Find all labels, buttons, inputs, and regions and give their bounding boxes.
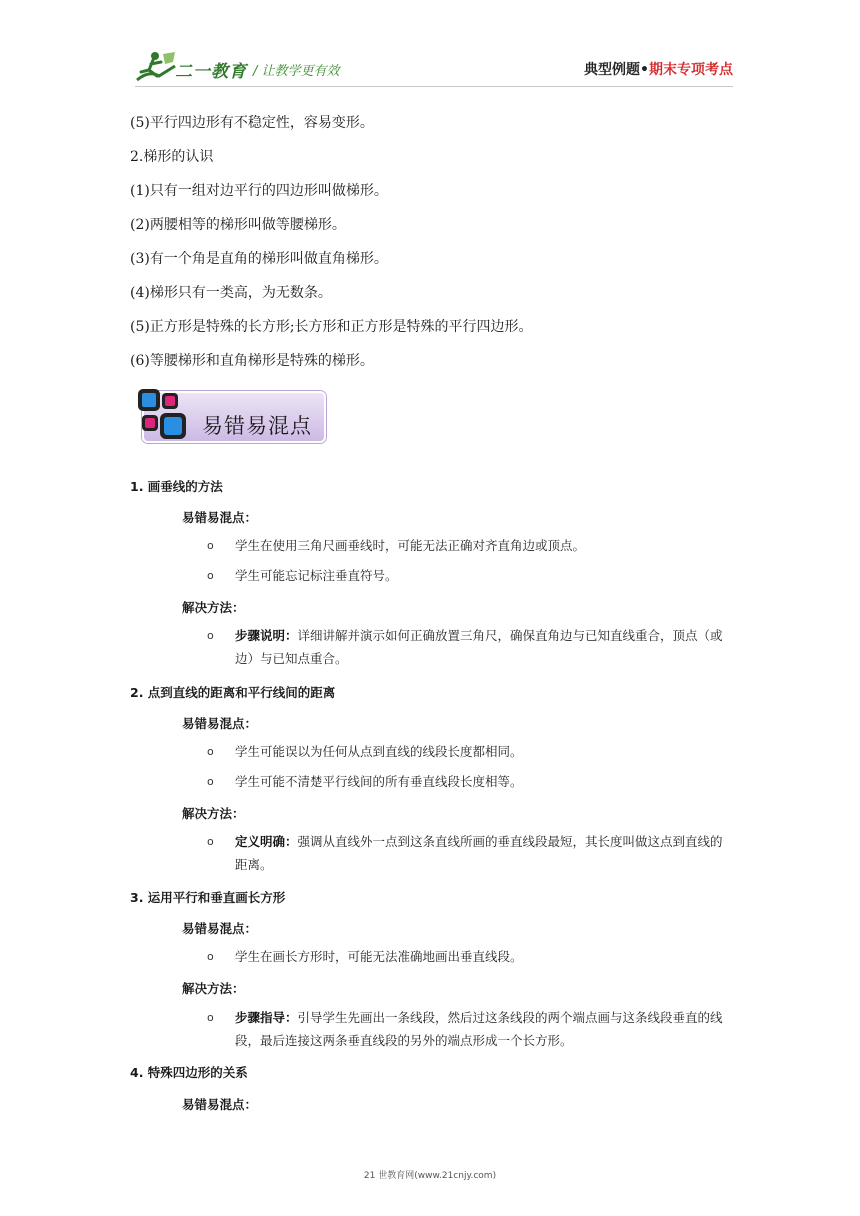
- pitfall-item: 学生可能不清楚平行线间的所有垂直线段长度相等。: [235, 774, 523, 789]
- solution-keyword: 步骤说明：: [235, 628, 298, 643]
- pitfall-item: 学生可能误以为任何从点到直线的线段长度都相同。: [235, 744, 523, 759]
- bullet-icon: o: [207, 629, 214, 642]
- intro-line: (6)等腰梯形和直角梯形是特殊的梯形。: [130, 353, 374, 369]
- pitfall-item: 学生可能忘记标注垂直符号。: [235, 568, 398, 583]
- runner-logo-icon: [135, 50, 179, 84]
- solution-label: 解决方法：: [182, 600, 245, 615]
- intro-line: 2.梯形的认识: [130, 149, 214, 165]
- brand-slogan: / 让教学更有效: [253, 64, 340, 79]
- bullet-icon: o: [207, 539, 214, 552]
- bullet-icon: o: [207, 775, 214, 788]
- bullet-icon: o: [207, 835, 214, 848]
- solution-label: 解决方法：: [182, 806, 245, 821]
- pitfall-item: 学生在画长方形时，可能无法准确地画出垂直线段。: [235, 949, 523, 964]
- solution-keyword: 定义明确：: [235, 834, 298, 849]
- intro-line: (4)梯形只有一类高，为无数条。: [130, 285, 332, 301]
- solution-text: 详细讲解并演示如何正确放置三角尺，确保直角边与已知直线重合，顶点（或边）与已知点重合。: [235, 628, 723, 666]
- section-title: 1. 画垂线的方法: [130, 479, 223, 494]
- bullet-icon: o: [207, 745, 214, 758]
- solution-text: 引导学生先画出一条线段，然后过这条线段的两个端点画与这条线段垂直的线段，最后连接这两条垂直线段的另外的端点形成一个长方形。: [235, 1010, 723, 1048]
- solution-item: [235, 624, 735, 670]
- bullet-icon: o: [207, 950, 214, 963]
- page-header: [135, 48, 733, 88]
- intro-line: (2)两腰相等的梯形叫做等腰梯形。: [130, 217, 346, 233]
- solution-item: [235, 1006, 735, 1052]
- solution-keyword: 步骤指导：: [235, 1010, 298, 1025]
- header-divider: [135, 86, 733, 87]
- section-title: 4. 特殊四边形的关系: [130, 1065, 248, 1080]
- bullet-icon: o: [207, 569, 214, 582]
- header-category-main: 典型例题•: [584, 62, 649, 78]
- pitfalls-label: 易错易混点：: [182, 510, 258, 525]
- section-title: 3. 运用平行和垂直画长方形: [130, 890, 286, 905]
- pitfalls-label: 易错易混点：: [182, 716, 258, 731]
- solution-label: 解决方法：: [182, 981, 245, 996]
- pitfalls-label: 易错易混点：: [182, 921, 258, 936]
- pitfall-item: 学生在使用三角尺画垂线时，可能无法正确对齐直角边或顶点。: [235, 538, 586, 553]
- brand-name: 二一教育: [175, 62, 247, 82]
- page-footer: 21 世教育网(www.21cnjy.com): [363, 1171, 497, 1181]
- section-banner: [136, 387, 326, 451]
- header-category-accent: 期末专项考点: [649, 62, 733, 78]
- blocks-icon: [136, 387, 196, 447]
- intro-line: (3)有一个角是直角的梯形叫做直角梯形。: [130, 251, 388, 267]
- solution-text: 强调从直线外一点到这条直线所画的垂直线段最短，其长度叫做这点到直线的距离。: [235, 834, 723, 872]
- pitfalls-label: 易错易混点：: [182, 1097, 258, 1112]
- bullet-icon: o: [207, 1011, 214, 1024]
- intro-line: (5)正方形是特殊的长方形;长方形和正方形是特殊的平行四边形。: [130, 319, 533, 335]
- intro-line: (5)平行四边形有不稳定性，容易变形。: [130, 115, 374, 131]
- intro-line: (1)只有一组对边平行的四边形叫做梯形。: [130, 183, 388, 199]
- solution-item: [235, 830, 735, 876]
- banner-title: 易错易混点: [202, 414, 312, 438]
- section-title: 2. 点到直线的距离和平行线间的距离: [130, 685, 336, 700]
- header-category: [584, 59, 733, 79]
